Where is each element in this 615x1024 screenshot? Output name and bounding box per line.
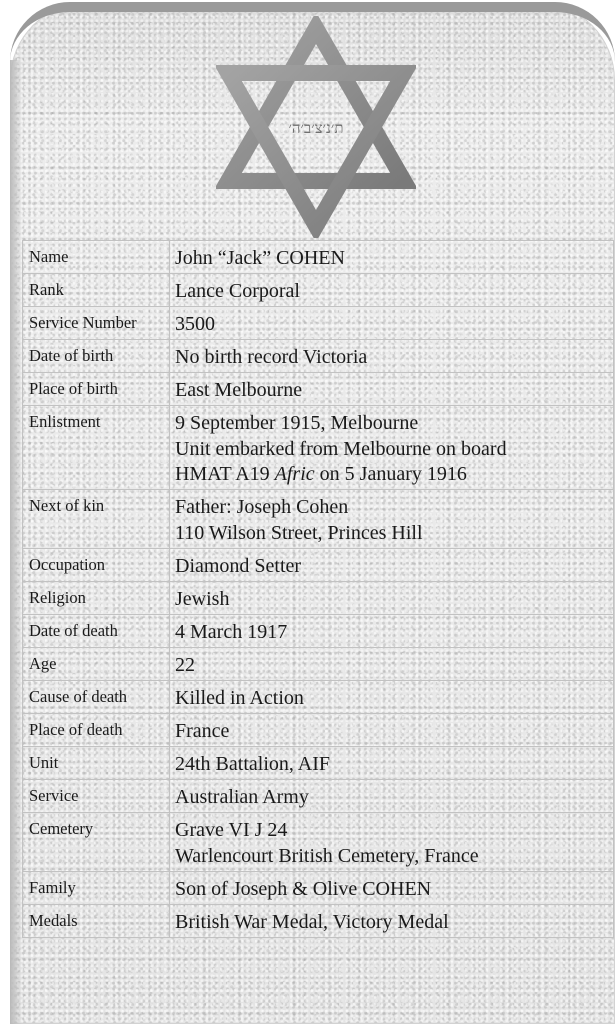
table-row-service <box>23 780 614 813</box>
enlistment-ship-prefix: HMAT A19 <box>175 463 275 485</box>
name-label: Name <box>23 241 170 274</box>
service-value: Australian Army <box>170 780 614 813</box>
table-row-service-number <box>23 307 614 340</box>
table-row-cemetery <box>23 813 614 872</box>
medals-label: Medals <box>23 905 170 938</box>
table-row-age <box>23 648 614 681</box>
table-row-medals <box>23 905 614 938</box>
star-of-david-icon <box>216 16 416 238</box>
occupation-label: Occupation <box>23 549 170 582</box>
date-of-death-value: 4 March 1917 <box>170 615 614 648</box>
table-row-religion <box>23 582 614 615</box>
table-row-next-of-kin <box>23 490 614 549</box>
place-of-birth-label: Place of birth <box>23 373 170 406</box>
table-row-name <box>23 241 614 274</box>
cause-of-death-value: Killed in Action <box>170 681 614 714</box>
table-row-place-of-birth <box>23 373 614 406</box>
service-number-value: 3500 <box>170 307 614 340</box>
unit-value: 24th Battalion, AIF <box>170 747 614 780</box>
family-label: Family <box>23 872 170 905</box>
cemetery-label: Cemetery <box>23 813 170 872</box>
date-of-birth-label: Date of birth <box>23 340 170 373</box>
service-record-table <box>22 240 614 938</box>
next-of-kin-line-1: Father: Joseph Cohen <box>175 496 349 518</box>
table-row-cause-of-death <box>23 681 614 714</box>
enlistment-line-3 <box>175 462 613 488</box>
enlistment-line-1: 9 September 1915, Melbourne <box>175 412 419 434</box>
table-row-occupation <box>23 549 614 582</box>
enlistment-line-2: Unit embarked from Melbourne on board <box>175 437 507 460</box>
place-of-death-label: Place of death <box>23 714 170 747</box>
next-of-kin-label: Next of kin <box>23 490 170 549</box>
age-label: Age <box>23 648 170 681</box>
occupation-value: Diamond Setter <box>170 549 614 582</box>
cemetery-line-1: Grave VI J 24 <box>175 819 288 841</box>
family-value: Son of Joseph & Olive COHEN <box>170 872 614 905</box>
table-row-rank <box>23 274 614 307</box>
next-of-kin-value <box>170 490 614 549</box>
place-of-death-value: France <box>170 714 614 747</box>
enlistment-ship-date: on 5 January 1916 <box>314 463 467 485</box>
next-of-kin-line-2: 110 Wilson Street, Princes Hill <box>175 521 423 544</box>
star-inscription: ת׳נ׳צ׳ב׳ה׳ <box>288 119 344 137</box>
service-number-label: Service Number <box>23 307 170 340</box>
medals-value: British War Medal, Victory Medal <box>170 905 614 938</box>
cause-of-death-label: Cause of death <box>23 681 170 714</box>
table-row-place-of-death <box>23 714 614 747</box>
enlistment-value <box>170 406 614 490</box>
rank-value: Lance Corporal <box>170 274 614 307</box>
service-label: Service <box>23 780 170 813</box>
table-row-date-of-birth <box>23 340 614 373</box>
name-value: John “Jack” COHEN <box>170 241 614 274</box>
place-of-birth-value: East Melbourne <box>170 373 614 406</box>
religion-value: Jewish <box>170 582 614 615</box>
table-row-family <box>23 872 614 905</box>
unit-label: Unit <box>23 747 170 780</box>
date-of-birth-value: No birth record Victoria <box>170 340 614 373</box>
date-of-death-label: Date of death <box>23 615 170 648</box>
table-row-unit <box>23 747 614 780</box>
enlistment-label: Enlistment <box>23 406 170 490</box>
enlistment-ship-name: Afric <box>274 463 315 485</box>
cemetery-value <box>170 813 614 872</box>
table-row-date-of-death <box>23 615 614 648</box>
rank-label: Rank <box>23 274 170 307</box>
age-value: 22 <box>170 648 614 681</box>
cemetery-line-2: Warlencourt British Cemetery, France <box>175 844 479 867</box>
table-row-enlistment <box>23 406 614 490</box>
religion-label: Religion <box>23 582 170 615</box>
